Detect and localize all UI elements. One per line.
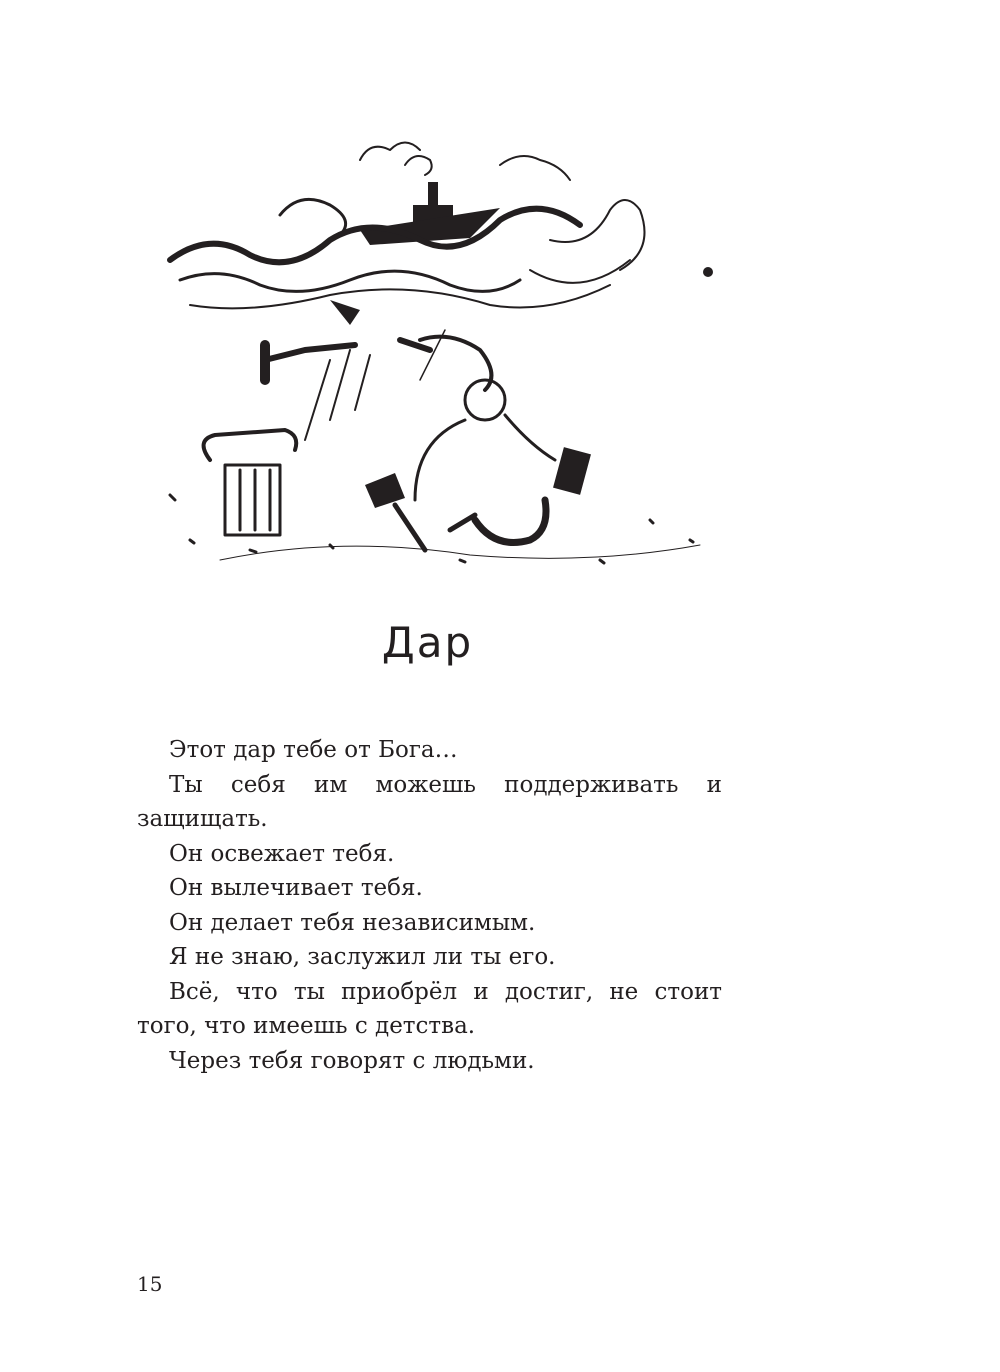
ink-illustration [130,120,730,590]
paragraph: Он освежает тебя. [169,840,395,867]
page-number: 15 [137,1272,163,1296]
briefcase-icon [553,447,591,495]
column-icon [204,430,297,535]
paragraph: Этот дар тебе от Бога… [169,737,458,763]
broom-icon [265,345,355,360]
paragraph: Он делает тебя независимым. [169,909,536,936]
wave-line [190,285,610,308]
paragraph: Я не знаю, заслужил ли ты его. [169,944,556,970]
paragraph: Он вылечивает тебя. [169,875,423,901]
wave-line [530,260,630,283]
diver-figure [400,337,555,500]
body-text [137,733,722,1078]
paragraph: Всё, что ты приобрёл и достиг, не стоит того, что имеешь с детства. [137,978,722,1039]
page-title: Дар [381,618,474,667]
paragraph: Ты себя им можешь поддерживать и защищать. [137,771,722,832]
cloud-swirl [500,156,570,180]
sickle-icon [475,500,546,543]
bird-shape [330,300,360,325]
paragraph: Через тебя говорят с людьми. [169,1047,535,1074]
ship-icon [360,156,500,245]
cloud-swirl [280,199,346,235]
wave-line [180,271,520,291]
